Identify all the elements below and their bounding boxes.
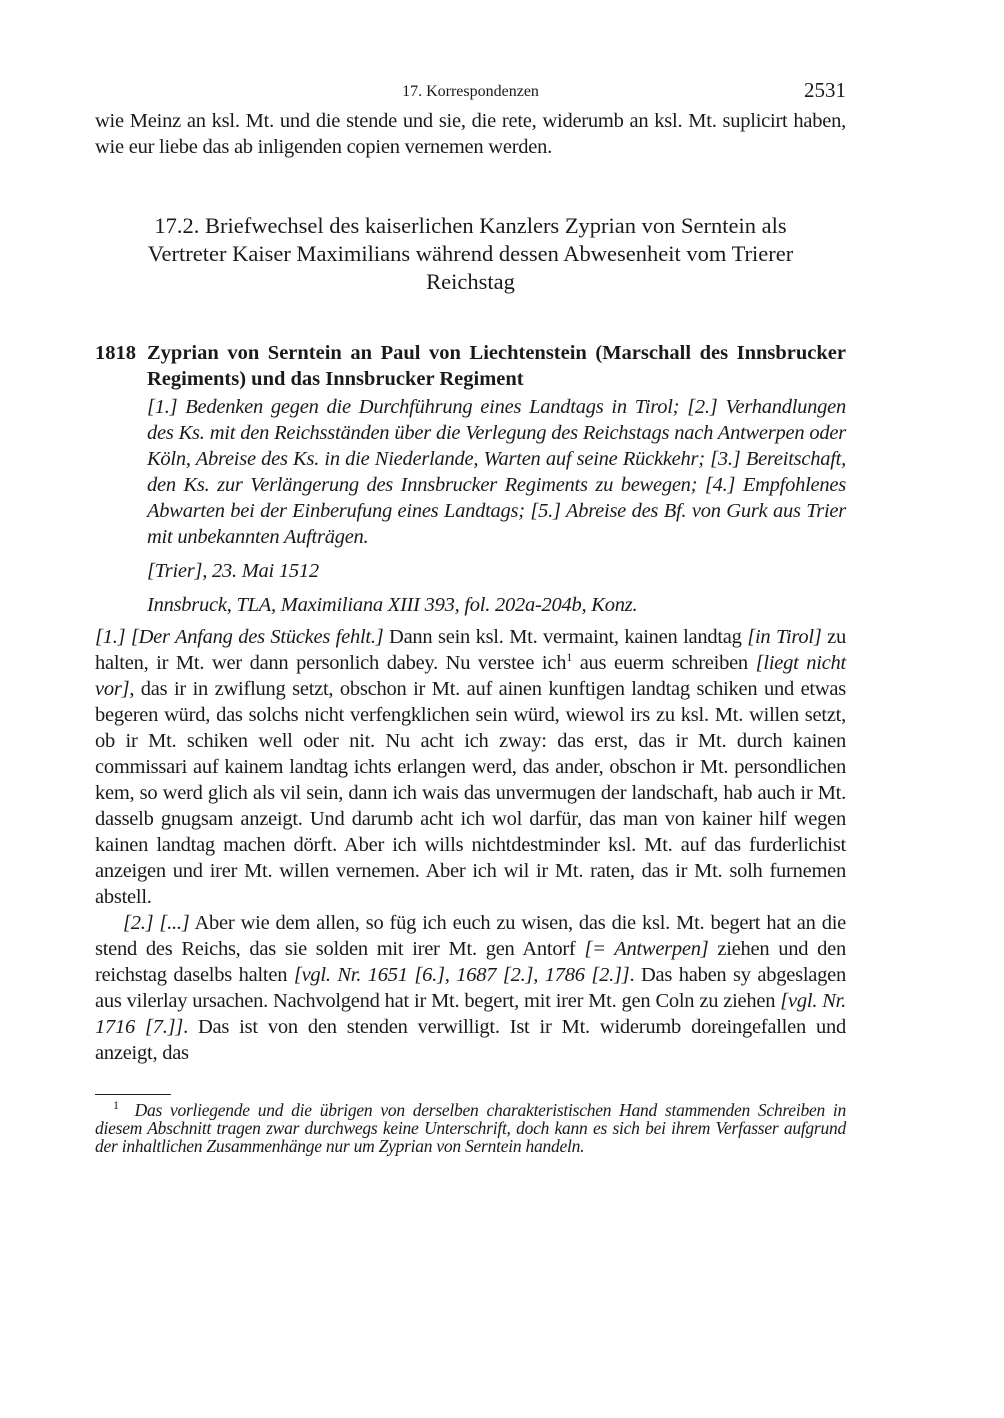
footnote-divider bbox=[95, 1094, 171, 1095]
document-date: [Trier], 23. Mai 1512 bbox=[147, 560, 319, 582]
text-segment: Dann sein ksl. Mt. vermaint, kainen landtag bbox=[383, 626, 748, 648]
body-paragraph bbox=[95, 624, 846, 910]
page-number: 2531 bbox=[804, 78, 846, 102]
editorial-note: [vgl. Nr. 1716 [7.]] bbox=[95, 990, 846, 1038]
editorial-note: [in Tirol] bbox=[747, 626, 822, 648]
document-regest: [1.] Bedenken gegen die Durchführung eines Landtags in Tirol; [2.] Verhandlungen des Ks. mit den Reichsständen über die Verlegung des Reichstags nach Antwerpen oder Köln, Abreise des Ks. in die Niederlande, Warten auf seine Rückkehr; [3.] Bereitschaft, den Ks. zur Verlängerung des Innsbrucker Regiments zu bewegen; [4.] Empfohlenes Abwarten bei der Einberufung eines Landtags; [5.] Abreise des Bf. von Gurk aus Trier mit unbekannten Aufträgen. bbox=[147, 396, 846, 548]
intro-paragraph bbox=[95, 108, 846, 160]
body-paragraph bbox=[95, 910, 846, 1066]
document-body bbox=[95, 624, 846, 1066]
footnote bbox=[95, 1098, 846, 1156]
editorial-note: [1.] [Der Anfang des Stückes fehlt.] bbox=[95, 626, 384, 648]
running-title: 17. Korrespondenzen bbox=[402, 83, 539, 100]
editorial-note: [2.] [...] bbox=[123, 912, 190, 934]
document-entry bbox=[95, 340, 846, 618]
text-segment: , das ir in zwiflung setzt, obschon ir Mt. auf ainen kunftigen landtag schiken und etwas begeren würd, das solchs nicht verfengklichen sein würd, wiewol irs zu ksl. Mt. willen setzt, ob ir Mt. schiken well oder nit. Nu acht ich zway: das erst, das ir Mt. durch kainen commissari auf kainem landtag ichts erlangen werd, das ander, obschon ir Mt. persondlichen kem, so werd glich als vil sein, dann ich wais das unvermugen der landschaft, hab auch ir Mt. dasselb gnugsam anzeigt. Und darumb acht ich wol darfür, das man von kainer hilf wegen kainen landtag machen dörft. Aber ich wills nichtdestminder ksl. Mt. auf das furderlichist anzeigen und irer Mt. willen vernemen. Aber ich wil ir Mt. raten, das ir Mt. solh furnemen abstell. bbox=[95, 678, 846, 908]
footnote-marker: 1 bbox=[113, 1098, 119, 1113]
footnote-text: Das vorliegende und die übrigen von derselben charakteristischen Hand stammenden Schreiben in diesem Abschnitt tragen zwar durchwegs keine Unterschrift, doch kann es sich bei ihrem Verfasser aufgrund der inhaltlichen Zusammenhänge nur um Zyprian von Serntein handeln. bbox=[95, 1100, 846, 1156]
document-number: 1818 bbox=[95, 342, 136, 364]
document-source: Innsbruck, TLA, Maximiliana XIII 393, fol. 202a-204b, Konz. bbox=[147, 594, 638, 616]
document-page bbox=[95, 78, 846, 1155]
document-title: Zyprian von Serntein an Paul von Liechtenstein (Marschall des Innsbrucker Regiments) und das Innsbrucker Regiment bbox=[147, 342, 846, 390]
editorial-note: [= Antwerpen] bbox=[584, 938, 709, 960]
running-header bbox=[95, 78, 846, 108]
editorial-note: [vgl. Nr. 1651 [6.], 1687 [2.], 1786 [2.]] bbox=[293, 964, 630, 986]
text-segment: . Das haben sy abgeslagen aus vilerlay ursachen. Nachvolgend hat ir Mt. begert, mit irer Mt. gen Coln zu ziehen bbox=[95, 964, 846, 1012]
text-segment: aus euerm schreiben bbox=[571, 652, 756, 674]
text-segment: ziehen und den reichstag daselbs halten bbox=[95, 938, 846, 986]
text-segment: Aber wie dem allen, so füg ich euch zu wisen, das die ksl. Mt. begert hat an die stend des Reichs, das sie solden mit irer Mt. gen Antorf bbox=[95, 912, 846, 960]
text-segment: wie Meinz an ksl. Mt. und die stende und sie, die rete, widerumb an ksl. Mt. suplicirt haben, wie eur liebe das ab inligenden copien vernemen werden. bbox=[95, 110, 846, 158]
text-segment: zu halten, ir Mt. wer dann personlich dabey. Nu verstee ich bbox=[95, 626, 846, 674]
editorial-note: [liegt nicht vor] bbox=[95, 652, 846, 700]
section-heading: 17.2. Briefwechsel des kaiserlichen Kanzlers Zyprian von Serntein als Vertreter Kaiser Maximilians während dessen Abwesenheit vom Trierer Reichstag bbox=[147, 213, 794, 294]
text-segment: . Das ist von den stenden verwilligt. Ist ir Mt. widerumb doreingefallen und anzeigt, das bbox=[95, 1016, 846, 1064]
footnote-reference: 1 bbox=[566, 650, 572, 665]
